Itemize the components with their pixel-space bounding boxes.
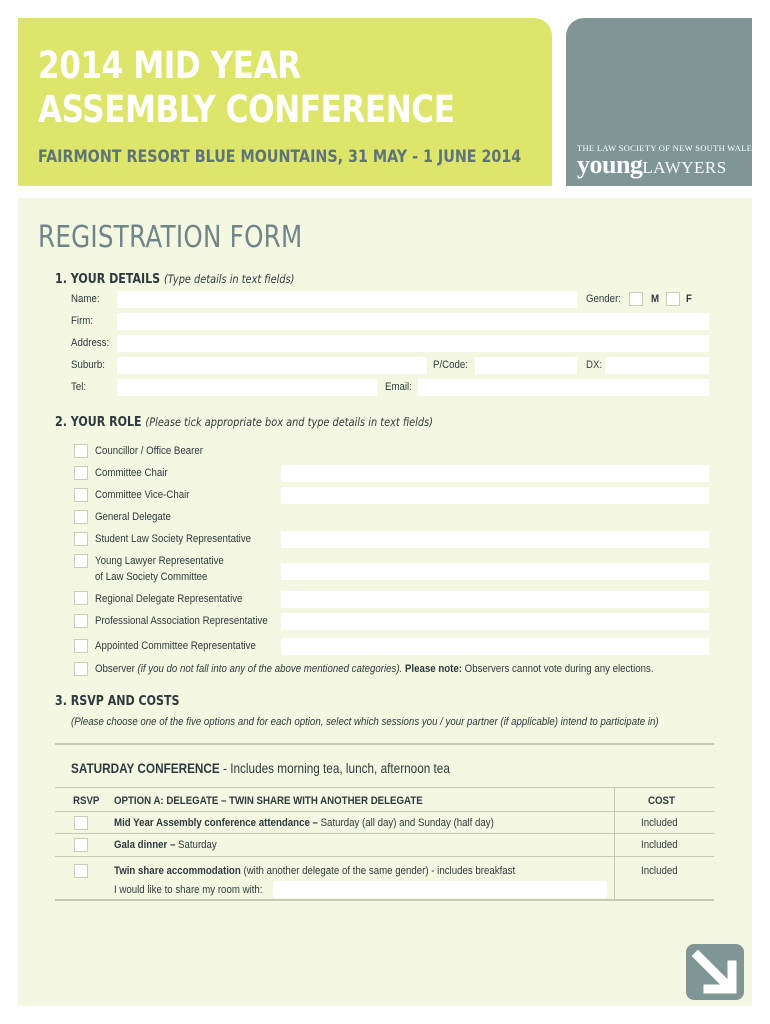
next-page-button[interactable]	[686, 944, 744, 1000]
tel-field[interactable]	[117, 379, 377, 396]
table-rule-row2	[55, 856, 714, 857]
section-rsvp-heading: 3. RSVP AND COSTS	[55, 694, 180, 709]
role-young-lawyer-rep-checkbox[interactable]	[74, 554, 88, 568]
role-general-delegate-label: General Delegate	[95, 511, 171, 523]
row-conference-rest: Saturday (all day) and Sunday (half day)	[317, 817, 494, 829]
divider-top	[55, 743, 714, 745]
role-observer-checkbox[interactable]	[74, 662, 88, 676]
role-councillor-checkbox[interactable]	[74, 444, 88, 458]
role-professional-assoc-label: Professional Association Representative	[95, 615, 268, 627]
tel-label: Tel:	[71, 381, 87, 393]
col-cost-header: COST	[648, 795, 675, 807]
gender-label: Gender:	[586, 293, 621, 305]
firm-field[interactable]	[117, 313, 709, 330]
role-committee-chair-checkbox[interactable]	[74, 466, 88, 480]
rsvp-conference-checkbox[interactable]	[74, 816, 88, 830]
role-student-rep-checkbox[interactable]	[74, 532, 88, 546]
committee-chair-field[interactable]	[281, 465, 709, 482]
section-2-hint: (Please tick appropriate box and type details in text fields)	[145, 415, 433, 429]
appointed-committee-field[interactable]	[281, 638, 709, 655]
title-line-1: 2014 MID YEAR	[38, 44, 301, 87]
col-rsvp-header: RSVP	[73, 795, 100, 807]
row-conference-cost: Included	[641, 817, 678, 829]
role-vice-chair-label: Committee Vice-Chair	[95, 489, 190, 501]
row-accommodation-label	[114, 865, 515, 877]
row-gala-cost: Included	[641, 839, 678, 851]
professional-assoc-field[interactable]	[281, 613, 709, 630]
section-1-hint: (Type details in text fields)	[163, 272, 295, 286]
table-rule-row1	[55, 833, 714, 834]
arrow-down-right-icon	[686, 944, 744, 1000]
share-room-label: I would like to share my room with:	[114, 884, 263, 896]
rsvp-accommodation-checkbox[interactable]	[74, 864, 88, 878]
divider-bottom	[55, 899, 714, 901]
suburb-field[interactable]	[117, 357, 427, 374]
gender-f-checkbox[interactable]	[666, 292, 680, 306]
young-lawyer-rep-field[interactable]	[281, 563, 709, 580]
email-label: Email:	[385, 381, 412, 393]
gender-m-checkbox[interactable]	[629, 292, 643, 306]
event-subtitle: FAIRMONT RESORT BLUE MOUNTAINS, 31 MAY - 1 JUNE 2014	[38, 147, 522, 167]
name-label: Name:	[71, 293, 100, 305]
role-vice-chair-checkbox[interactable]	[74, 488, 88, 502]
saturday-heading-bold: SATURDAY CONFERENCE	[71, 760, 220, 776]
suburb-label: Suburb:	[71, 359, 105, 371]
form-title: REGISTRATION FORM	[38, 220, 303, 255]
share-room-field[interactable]	[273, 881, 607, 898]
dx-field[interactable]	[605, 357, 709, 374]
section-1-heading: 1. YOUR DETAILS	[55, 272, 161, 287]
role-committee-chair-label: Committee Chair	[95, 467, 168, 479]
role-professional-assoc-checkbox[interactable]	[74, 614, 88, 628]
observer-note-text: Observers cannot vote during any elections.	[461, 663, 654, 675]
address-label: Address:	[71, 337, 110, 349]
row-gala-rest: Saturday	[175, 839, 217, 851]
role-councillor-label: Councillor / Office Bearer	[95, 445, 203, 457]
young-lawyers-logo	[577, 150, 727, 180]
role-student-rep-label: Student Law Society Representative	[95, 533, 252, 545]
role-appointed-committee-label: Appointed Committee Representative	[95, 640, 256, 652]
dx-label: DX:	[586, 359, 603, 371]
role-young-lawyer-rep-label-2: of Law Society Committee	[95, 571, 208, 583]
table-column-divider	[614, 787, 615, 900]
page-title	[38, 44, 455, 132]
title-line-2: ASSEMBLY CONFERENCE	[38, 88, 455, 131]
row-gala-label	[114, 839, 217, 851]
role-regional-delegate-label: Regional Delegate Representative	[95, 593, 243, 605]
row-accommodation-cost: Included	[641, 865, 678, 877]
address-field[interactable]	[117, 335, 709, 352]
role-young-lawyer-rep-label: Young Lawyer Representative	[95, 555, 224, 567]
section-your-details	[55, 272, 294, 287]
role-observer-label	[95, 663, 654, 675]
section-your-role	[55, 415, 433, 430]
row-accommodation-bold: Twin share accommodation	[114, 865, 241, 877]
table-rule-header	[55, 811, 714, 812]
name-field[interactable]	[117, 291, 577, 308]
observer-italic-text: (if you do not fall into any of the above mentioned categories).	[137, 663, 403, 675]
saturday-heading-rest: - Includes morning tea, lunch, afternoon tea	[219, 760, 450, 776]
row-accommodation-rest: (with another delegate of the same gender) - includes breakfast	[240, 865, 516, 877]
postcode-label: P/Code:	[433, 359, 468, 371]
logo-org-name: THE LAW SOCIETY OF NEW SOUTH WALES	[577, 143, 758, 153]
role-general-delegate-checkbox[interactable]	[74, 510, 88, 524]
col-option-header: OPTION A: DELEGATE – TWIN SHARE WITH ANOTHER DELEGATE	[114, 795, 423, 807]
role-regional-delegate-checkbox[interactable]	[74, 591, 88, 605]
firm-label: Firm:	[71, 315, 94, 327]
saturday-heading	[71, 760, 450, 776]
table-rule-top	[55, 787, 714, 788]
observer-text: Observer	[95, 663, 138, 675]
gender-f-label: F	[686, 293, 692, 305]
observer-note-bold: Please note:	[402, 663, 462, 675]
vice-chair-field[interactable]	[281, 487, 709, 504]
student-rep-field[interactable]	[281, 531, 709, 548]
row-gala-bold: Gala dinner –	[114, 839, 176, 851]
section-rsvp-hint: (Please choose one of the five options and for each option, select which sessions you / your partner (if applicable) intend to participate in)	[71, 716, 659, 728]
role-appointed-committee-checkbox[interactable]	[74, 639, 88, 653]
row-conference-label	[114, 817, 494, 829]
row-conference-bold: Mid Year Assembly conference attendance –	[114, 817, 318, 829]
logo-lawyers: LAWYERS	[642, 158, 727, 177]
postcode-field[interactable]	[475, 357, 577, 374]
regional-delegate-field[interactable]	[281, 591, 709, 608]
rsvp-gala-dinner-checkbox[interactable]	[74, 838, 88, 852]
email-field[interactable]	[418, 379, 709, 396]
section-2-heading: 2. YOUR ROLE	[55, 415, 142, 430]
logo-young: young	[577, 150, 643, 179]
gender-m-label: M	[651, 293, 660, 305]
